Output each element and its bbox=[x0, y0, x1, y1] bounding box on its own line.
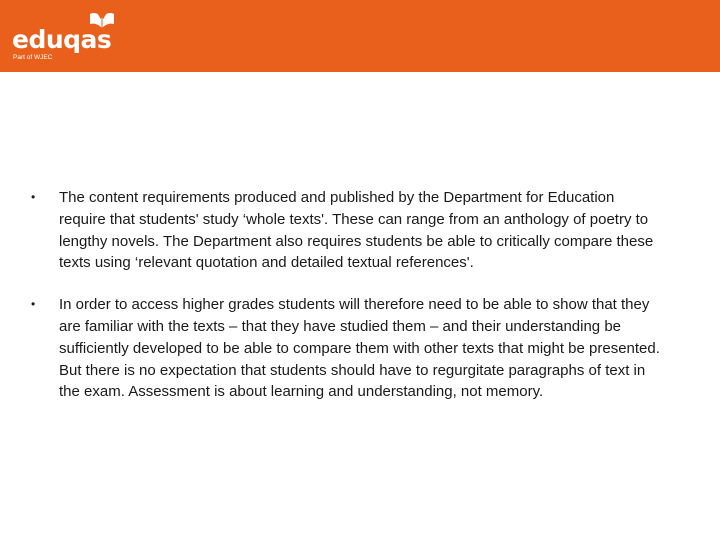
logo-wordmark: eduqas bbox=[12, 25, 112, 54]
list-item bbox=[31, 187, 661, 274]
list-item bbox=[31, 294, 661, 403]
bullet-marker: • bbox=[31, 190, 36, 204]
bullet-list bbox=[31, 187, 661, 403]
logo-tagline: Part of WJEC bbox=[13, 54, 53, 61]
header-bar bbox=[0, 0, 720, 72]
bullet-text: In order to access higher grades students will therefore need to be able to show that they are familiar with the texts – that they have studied them – and their understanding be sufficiently developed to be able to compare them with other texts that might be presented. But there is no expectation that students should have to regurgitate paragraphs of text in the exam. Assessment is about learning and understanding, not memory. bbox=[59, 296, 660, 401]
bullet-marker: • bbox=[31, 297, 36, 312]
bullet-text: The content requirements produced and published by the Department for Education require that students' study ‘whole texts'. These can range from an anthology of poetry to lengthy novels. The Department also requires students be able to critically compare these texts using ‘relevant quotation and detailed textual references'. bbox=[59, 189, 654, 272]
eduqas-logo bbox=[12, 8, 122, 66]
